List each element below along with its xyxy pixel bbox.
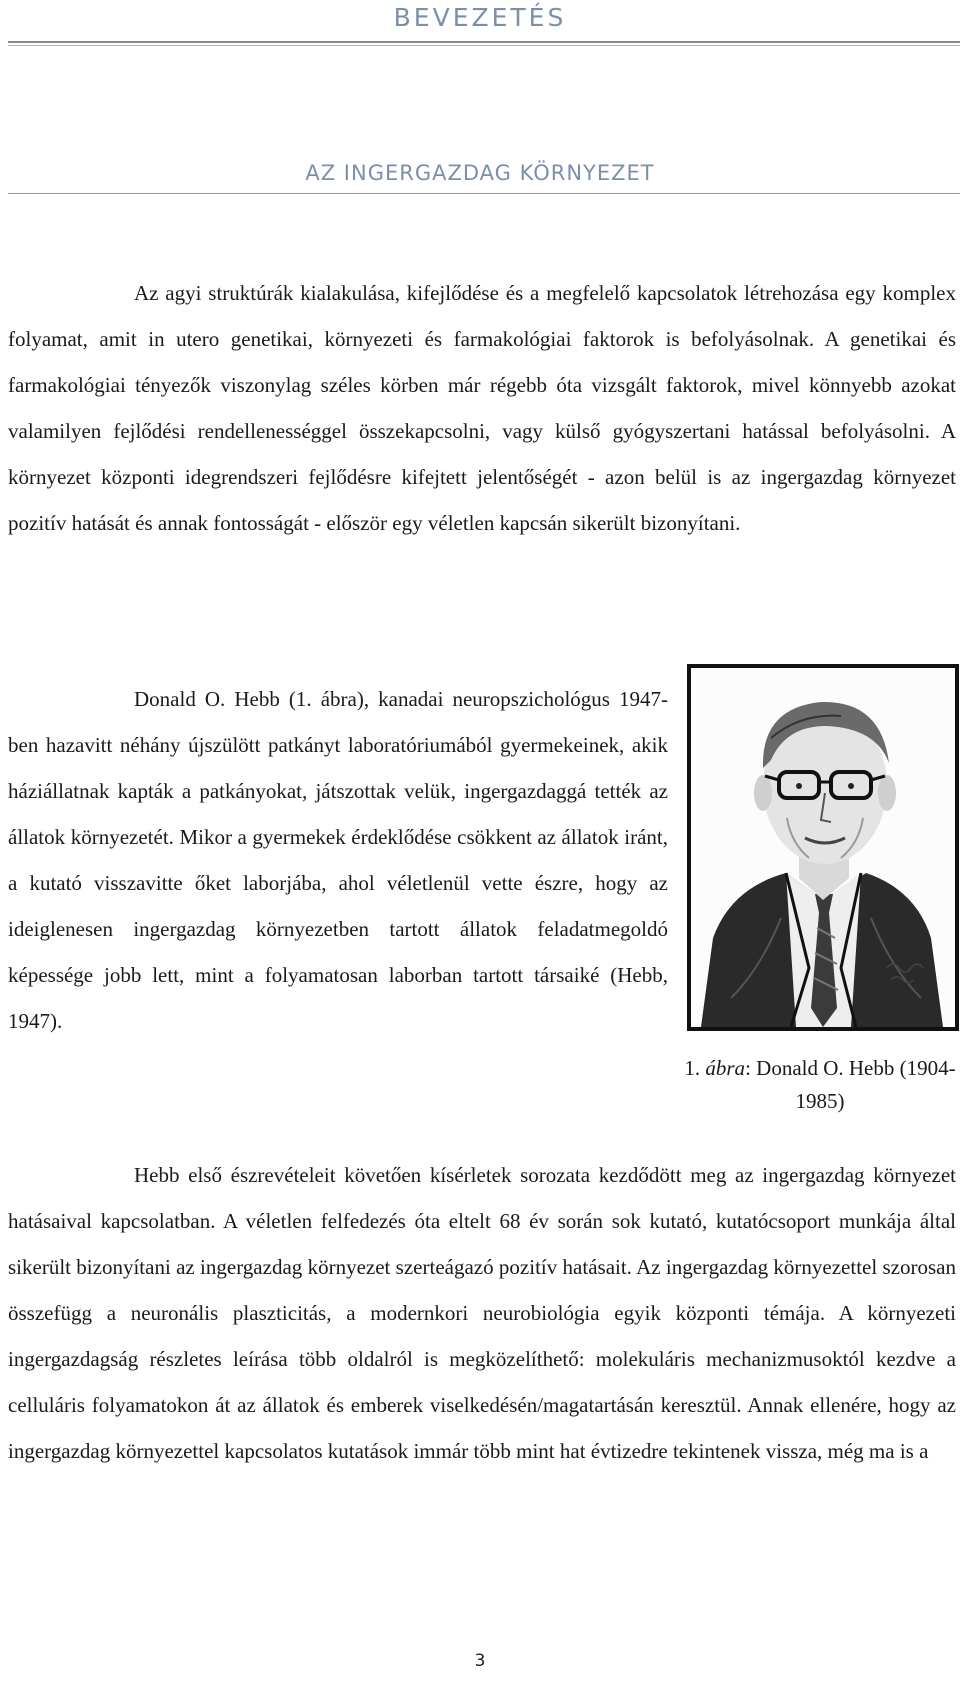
section-title: AZ INGERGAZDAG KÖRNYEZET — [305, 161, 655, 185]
paragraph-research: Hebb első észrevételeit követően kísérletek sorozata kezdődött meg az ingergazdag környezet hatásaival kapcsolatban. A véletlen felfedezés óta eltelt 68 év során sok kutató, kutatócsoport munkája által sikerült bizonyítani az ingergazdag környezet szerteágazó pozitív hatásait. Az ingergazdag környezettel szorosan összefügg a neuronális plaszticitás, a modernkori neurobiológia egyik központi témája. A környezeti ingergazdagság részletes leírása több oldalról is megközelíthető: molekuláris mechanizmusoktól kezdve a celluláris folyamatokon át az állatok és emberek viselkedésén/magatartásán keresztül. Annak ellenére, hogy az ingergazdag környezettel kapcsolatos kutatások immár több mint hat évtizedre tekintenek vissza, még ma is a — [8, 1163, 956, 1463]
caption-number: 1. — [684, 1056, 701, 1080]
chapter-divider-thin — [8, 45, 960, 46]
portrait-figure — [687, 664, 959, 1031]
caption-text: : Donald O. Hebb (1904-1985) — [745, 1056, 956, 1113]
paragraph-intro: Az agyi struktúrák kialakulása, kifejlődése és a megfelelő kapcsolatok létrehozása egy komplex folyamat, amit in utero genetikai, környezeti és farmakológiai faktorok is befolyásolnak. A genetikai és farmakológiai tényezők viszonylag széles körben már régebb óta vizsgált faktorok, mivel könnyebb azokat valamilyen fejlődési rendellenességgel összekapcsolni, vagy külső gyógyszertani hatással befolyásolni. A környezet központi idegrendszeri fejlődésre kifejtett jelentőségét - azon belül is az ingergazdag környezet pozitív hatását és annak fontosságát - először egy véletlen kapcsán sikerült bizonyítani. — [8, 281, 956, 535]
section-divider — [8, 193, 960, 194]
figure-caption — [680, 1052, 960, 1118]
caption-word: ábra — [705, 1056, 746, 1080]
portrait-drawing — [691, 668, 955, 1027]
page-number: 3 — [474, 1651, 486, 1671]
chapter-divider — [8, 41, 960, 43]
paragraph-hebb-story: Donald O. Hebb (1. ábra), kanadai neuropszichológus 1947-ben hazavitt néhány újszülött patkányt laboratóriumából gyermekeinek, akik háziállatnak kapták a patkányokat, játszottak velük, ingergazdaggá tették az állatok környezetét. Mikor a gyermekek érdeklődése csökkent az állatok iránt, a kutató visszavitte őket laborjába, ahol véletlenül vette észre, hogy az ideiglenesen ingergazdag környezetben tartott állatok feladatmegoldó képessége jobb lett, mint a folyamatosan laborban tartott társaiké (Hebb, 1947). — [8, 687, 668, 1033]
chapter-title: BEVEZETÉS — [393, 3, 567, 32]
